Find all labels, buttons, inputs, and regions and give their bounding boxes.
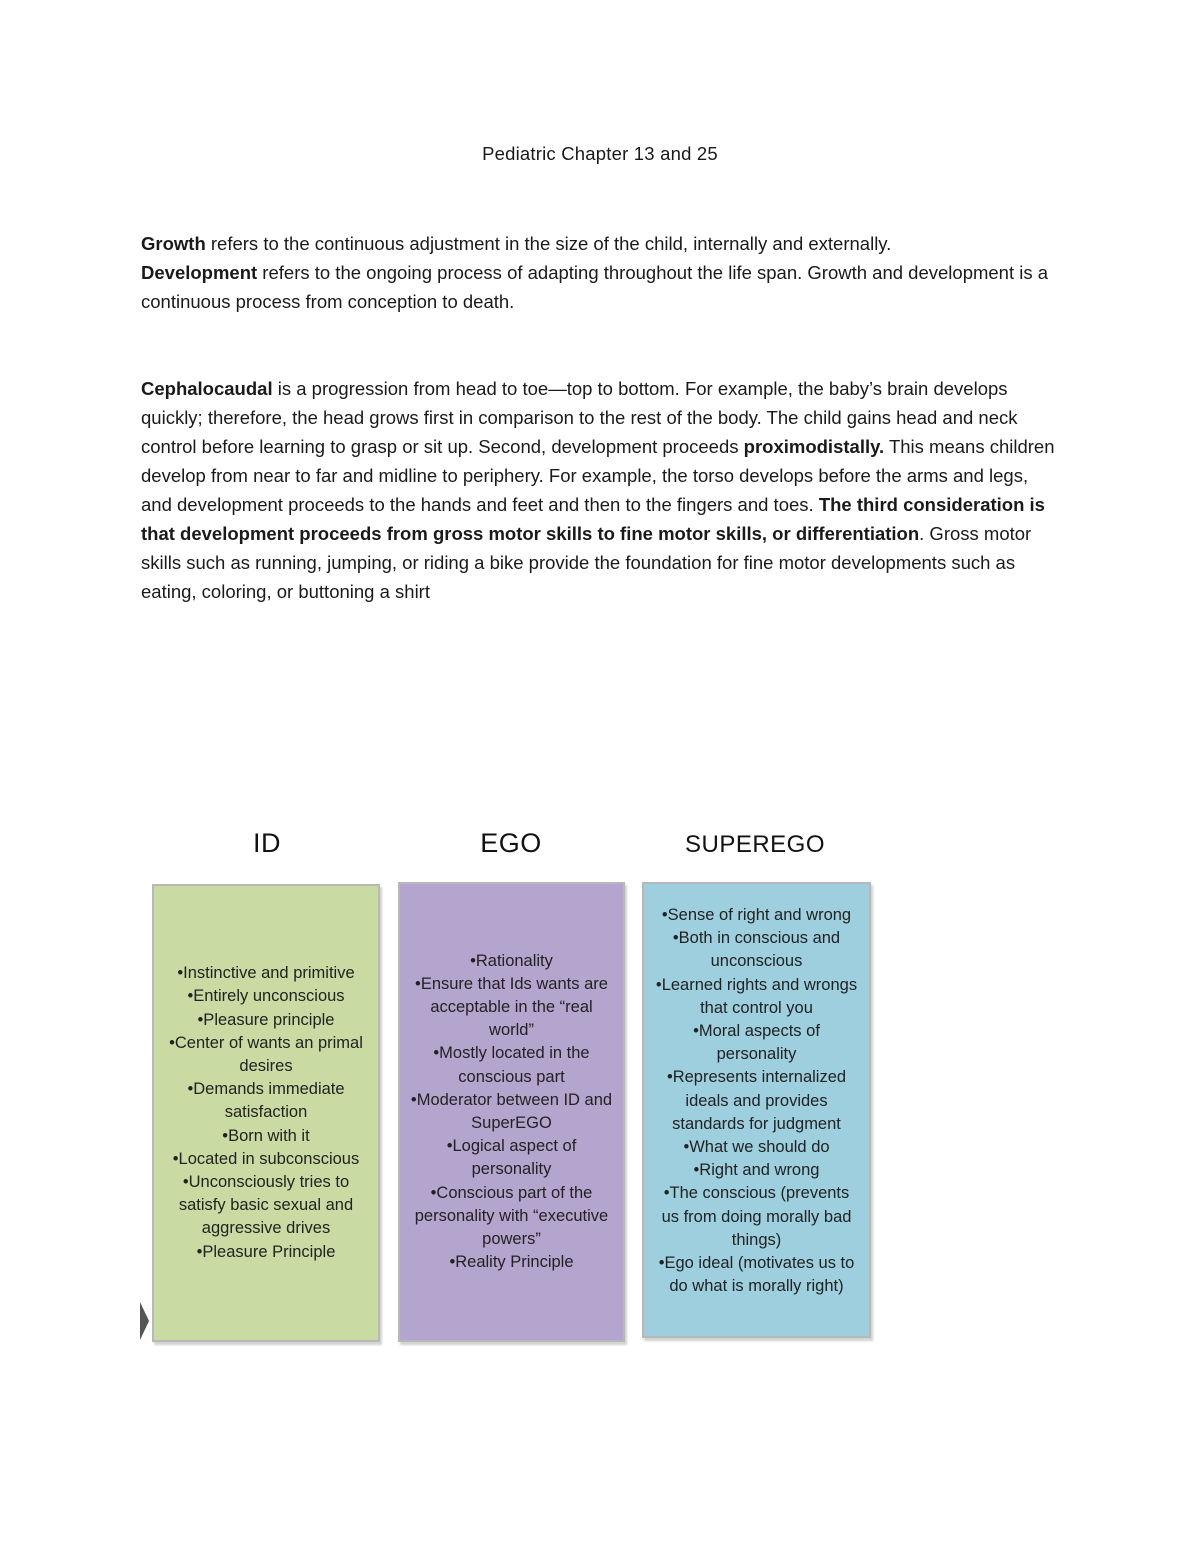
superego-item: •Represents internalized ideals and provides standards for judgment <box>666 1068 847 1133</box>
term-growth: Growth <box>141 233 206 254</box>
ego-heading: EGO <box>480 828 542 858</box>
id-box <box>152 884 380 1342</box>
superego-heading: SUPEREGO <box>684 831 826 858</box>
superego-item: •Right and wrong <box>693 1161 820 1180</box>
growth-definition: refers to the continuous adjustment in the size of the child, internally and externally. <box>205 233 892 254</box>
id-item: •Born with it <box>222 1126 310 1145</box>
ego-item: •Rationality <box>470 951 553 970</box>
document-title: Pediatric Chapter 13 and 25 <box>482 143 718 164</box>
superego-item: •What we should do <box>683 1138 830 1157</box>
paragraph-cephalocaudal <box>141 374 1061 606</box>
superego-item: •Moral aspects of personality <box>693 1022 820 1064</box>
motor-skills-text: . Gross motor skills such as running, jumping, or riding a bike provide the foundation for fine motor developments such as eating, coloring, or buttoning a shirt <box>141 523 1032 602</box>
ego-item: •Mostly located in the conscious part <box>433 1044 590 1086</box>
superego-list <box>654 904 859 1298</box>
superego-item: •Both in conscious and unconscious <box>672 929 841 971</box>
arrow-edge-icon <box>140 1302 149 1340</box>
superego-item: •Ego ideal (motivates us to do what is morally right) <box>658 1254 855 1296</box>
cephalocaudal-text: is a progression from head to toe—top to bottom. For example, the baby’s brain develops quickly; therefore, the head grows first in comparison to the rest of the body. The child gains head and neck control before learning to grasp or sit up. Second, development proceeds <box>141 378 1018 457</box>
ego-box <box>398 882 625 1342</box>
id-item: •Pleasure Principle <box>196 1242 336 1261</box>
ego-item: •Reality Principle <box>449 1253 574 1272</box>
ego-item: •Logical aspect of personality <box>446 1137 577 1179</box>
id-item: •Center of wants an primal desires <box>169 1033 363 1075</box>
id-list <box>164 962 368 1264</box>
term-development: Development <box>141 262 258 283</box>
id-item: •Located in subconscious <box>172 1149 360 1168</box>
id-item: •Demands immediate satisfaction <box>187 1080 345 1122</box>
ego-item: •Ensure that Ids wants are acceptable in the “real world” <box>415 974 608 1040</box>
superego-box <box>642 882 871 1338</box>
term-proximodistally: proximodistally. <box>743 436 885 457</box>
id-item: •Entirely unconscious <box>187 987 345 1006</box>
paragraph-growth-development <box>141 229 1061 316</box>
ego-item: •Moderator between ID and SuperEGO <box>410 1090 613 1132</box>
id-item: •Unconsciously tries to satisfy basic sexual and aggressive drives <box>178 1173 354 1238</box>
differentiation-sentence: The third consideration is that development proceeds from gross motor skills to fine motor skills, or differentiation <box>141 494 1045 544</box>
id-ego-superego-diagram <box>140 780 880 1360</box>
id-item: •Pleasure principle <box>197 1010 335 1029</box>
ego-list <box>410 950 613 1275</box>
proximodistal-text: This means children develop from near to far and midline to periphery. For example, the torso develops before the arms and legs, and development proceeds to the hands and feet and then to the fingers and toes. <box>141 436 1055 515</box>
term-cephalocaudal: Cephalocaudal <box>141 378 273 399</box>
superego-item: •The conscious (prevents us from doing morally bad things) <box>661 1184 852 1249</box>
development-definition: refers to the ongoing process of adapting throughout the life span. Growth and development is a continuous process from conception to death. <box>141 262 1049 312</box>
id-item: •Instinctive and primitive <box>177 964 355 983</box>
superego-item: •Learned rights and wrongs that control you <box>655 975 858 1017</box>
ego-item: •Conscious part of the personality with “executive powers” <box>414 1183 609 1249</box>
superego-item: •Sense of right and wrong <box>661 906 852 924</box>
id-heading: ID <box>253 828 281 858</box>
